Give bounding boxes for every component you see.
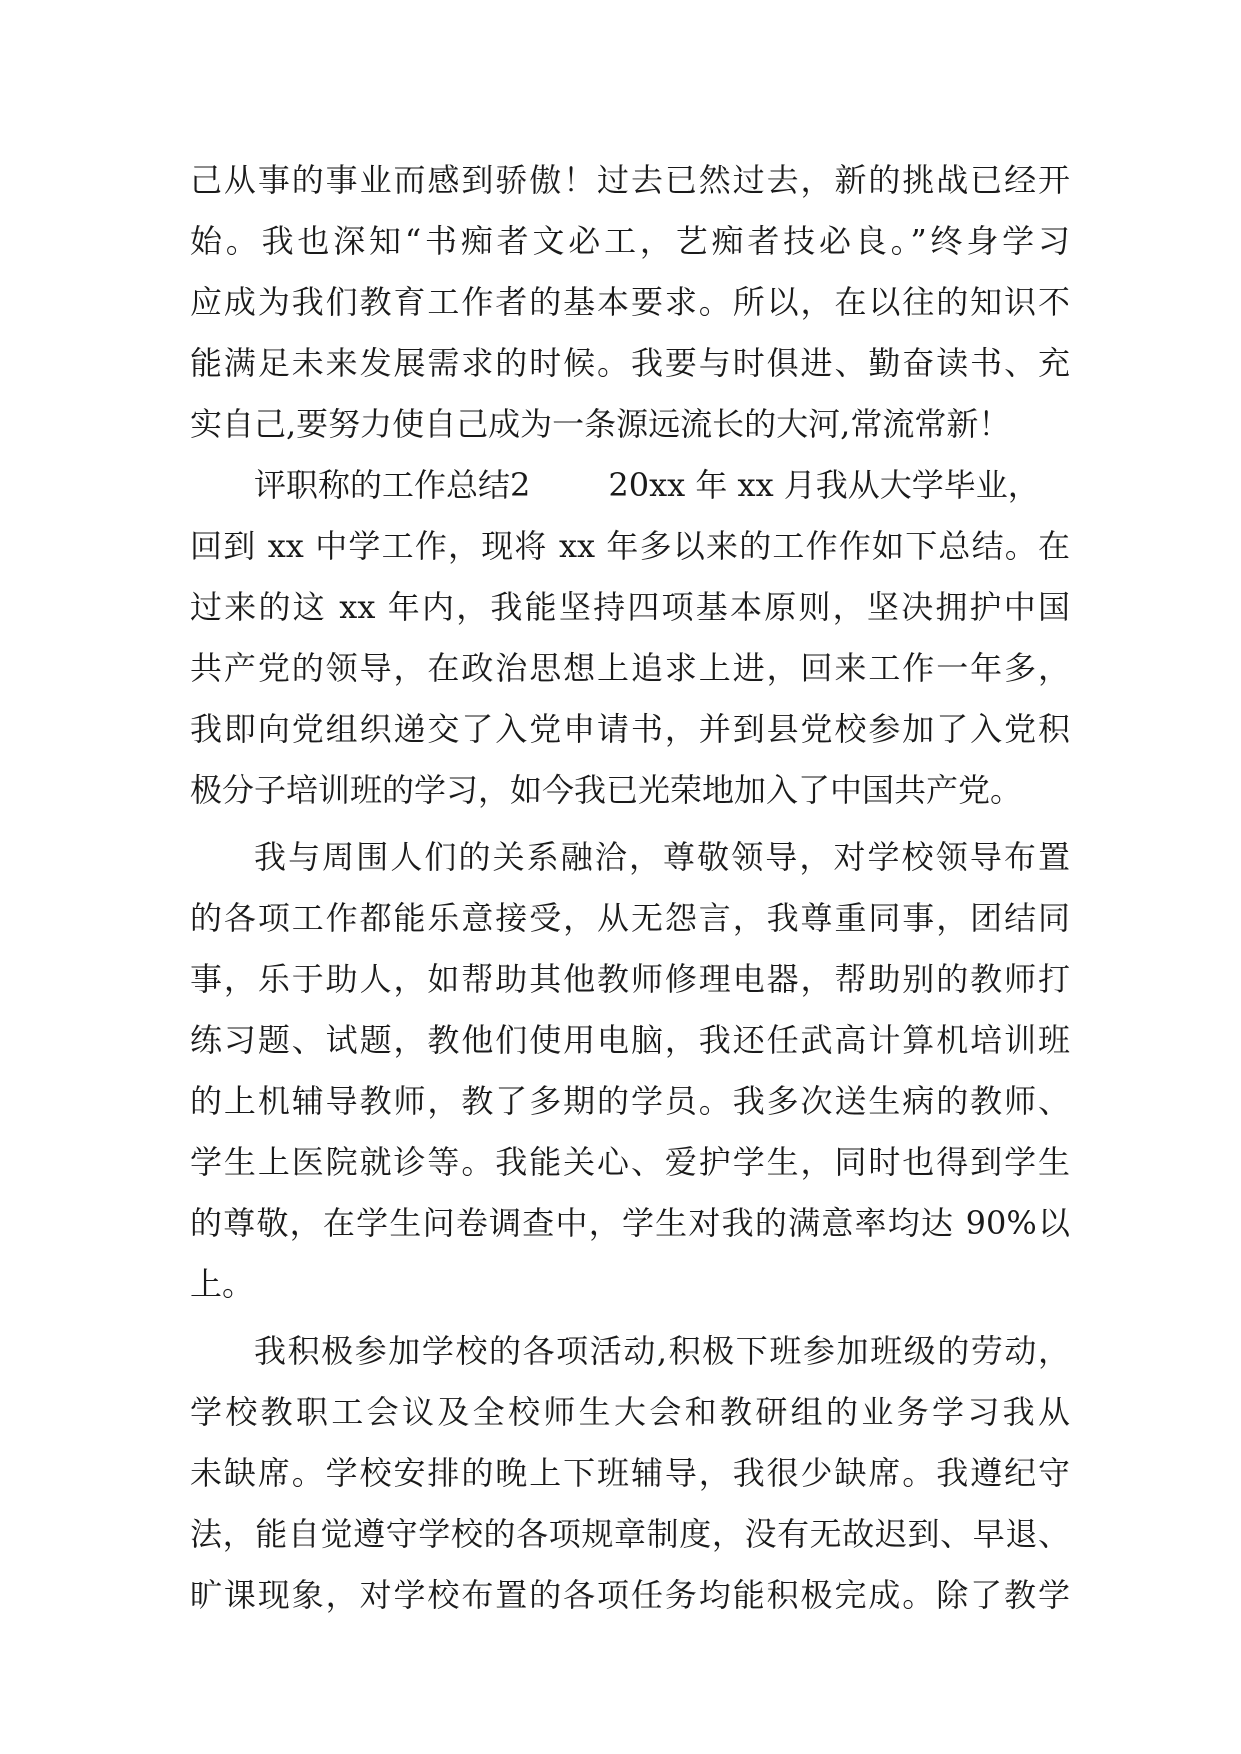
- text-line: 实自己,要努力使自己成为一条源远流长的大河,常流常新！: [190, 405, 1011, 443]
- text-line: 极分子培训班的学习，如今我已光荣地加入了中国共产党。: [190, 771, 1023, 809]
- text-line: 能满足未来发展需求的时候。我要与时俱进、勤奋读书、充: [190, 344, 1070, 382]
- document-body: [190, 150, 1070, 1626]
- text-line: 学生上医院就诊等。我能关心、爱护学生，同时也得到学生: [190, 1143, 1070, 1181]
- text-line: 的尊敬，在学生问卷调查中，学生对我的满意率均达 90%以: [190, 1204, 1070, 1242]
- text-line: 的上机辅导教师，教了多期的学员。我多次送生病的教师、: [190, 1082, 1070, 1120]
- text-line: 法，能自觉遵守学校的各项规章制度，没有无故迟到、早退、: [190, 1515, 1070, 1553]
- text-line: 己从事的事业而感到骄傲！过去已然过去，新的挑战已经开: [190, 161, 1070, 199]
- text-line: 过来的这 xx 年内，我能坚持四项基本原则，坚决拥护中国: [190, 588, 1070, 626]
- text-line: 上。: [190, 1265, 255, 1303]
- text-line: 共产党的领导，在政治思想上追求上进，回来工作一年多，: [190, 649, 1070, 687]
- text-line: [190, 455, 1070, 516]
- text-line: 事，乐于助人，如帮助其他教师修理电器，帮助别的教师打: [190, 960, 1070, 998]
- paragraph: [190, 150, 1070, 455]
- text-line: 旷课现象，对学校布置的各项任务均能积极完成。除了教学: [190, 1576, 1070, 1614]
- text-line: 始。我也深知“书痴者文必工，艺痴者技必良。”终身学习: [190, 222, 1070, 260]
- text-line-content: 20xx 年 xx 月我从大学毕业，: [608, 466, 1040, 504]
- text-line: 应成为我们教育工作者的基本要求。所以，在以往的知识不: [190, 283, 1070, 321]
- text-line: 学校教职工会议及全校师生大会和教研组的业务学习我从: [190, 1393, 1070, 1431]
- text-line: 未缺席。学校安排的晚上下班辅导，我很少缺席。我遵纪守: [190, 1454, 1070, 1492]
- text-line: 我与周围人们的关系融洽，尊敬领导，对学校领导布置: [254, 838, 1070, 876]
- text-line: 练习题、试题，教他们使用电脑，我还任武高计算机培训班: [190, 1021, 1070, 1059]
- paragraph: [190, 827, 1070, 1315]
- text-line: 我积极参加学校的各项活动,积极下班参加班级的劳动，: [254, 1332, 1070, 1370]
- paragraph: [190, 1321, 1070, 1626]
- text-line: 我即向党组织递交了入党申请书，并到县党校参加了入党积: [190, 710, 1070, 748]
- paragraph: [190, 455, 1070, 821]
- text-line: 的各项工作都能乐意接受，从无怨言，我尊重同事，团结同: [190, 899, 1070, 937]
- section-heading: 评职称的工作总结2: [254, 466, 531, 504]
- text-line: 回到 xx 中学工作，现将 xx 年多以来的工作作如下总结。在: [190, 527, 1070, 565]
